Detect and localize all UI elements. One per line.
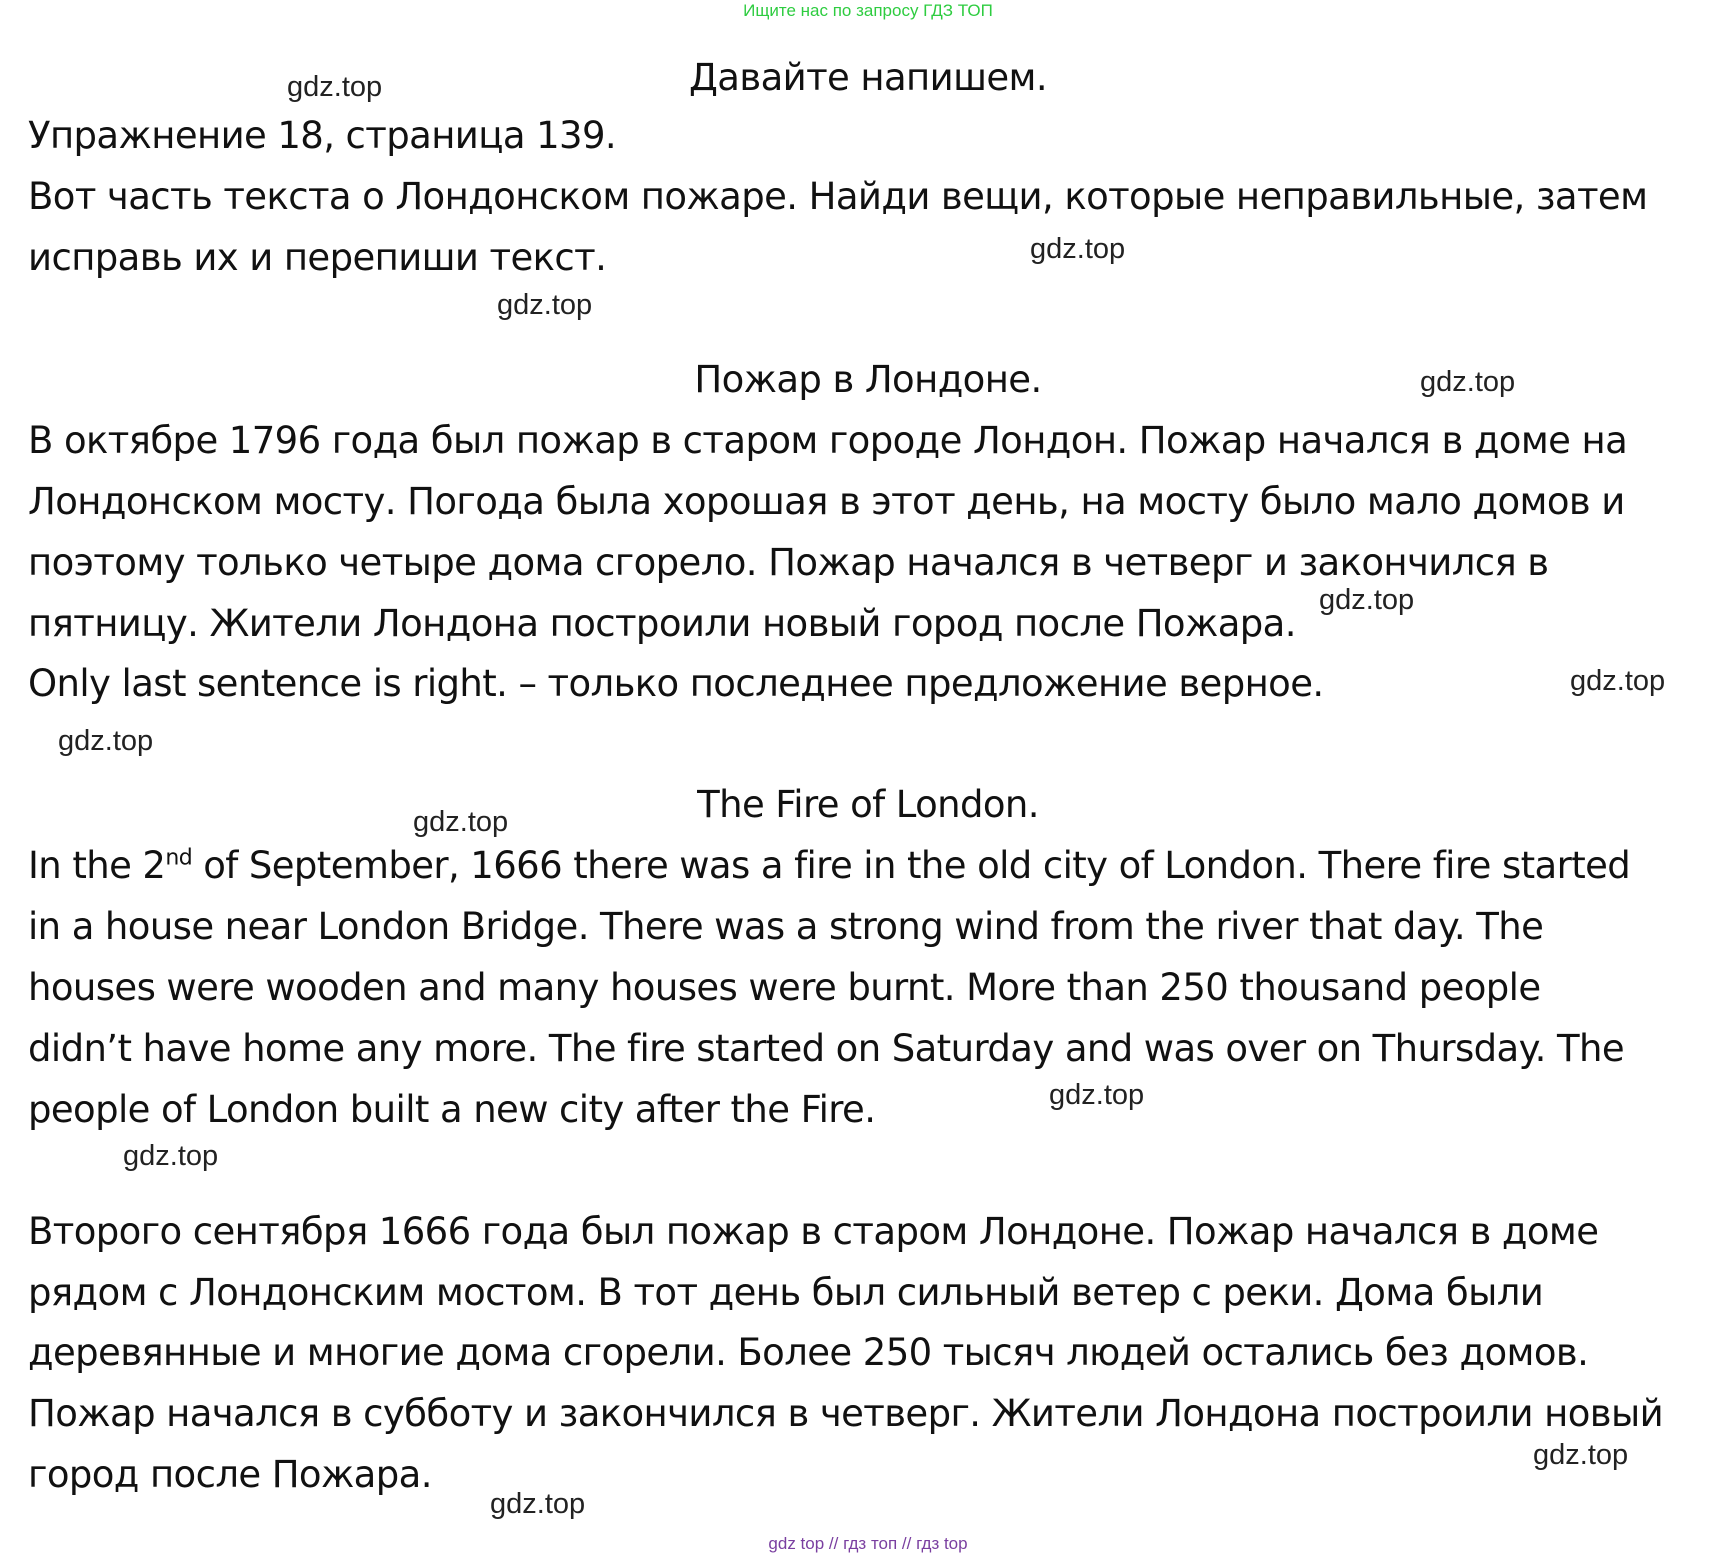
english-text-line: houses were wooden and many houses were burnt. More than 250 thousand people bbox=[28, 966, 1541, 1009]
english-line-rest: of September, 1666 there was a fire in the old city of London. There fire started bbox=[192, 844, 1631, 887]
ordinal-suffix: nd bbox=[165, 845, 193, 871]
english-line-start: In the 2 bbox=[28, 844, 166, 887]
translation-line: деревянные и многие дома сгорели. Более 250 тысяч людей остались без домов. bbox=[28, 1331, 1589, 1374]
watermark: gdz.top bbox=[1533, 1439, 1629, 1471]
page-title: Давайте напишем. bbox=[689, 56, 1047, 99]
russian-heading: Пожар в Лондоне. bbox=[694, 358, 1042, 401]
watermark: gdz.top bbox=[58, 725, 154, 757]
watermark: gdz.top bbox=[1420, 366, 1516, 398]
watermark: gdz.top bbox=[1570, 665, 1666, 697]
translation-line: Пожар начался в субботу и закончился в четверг. Жители Лондона построили новый bbox=[28, 1392, 1664, 1435]
translation-line: Второго сентября 1666 года был пожар в старом Лондоне. Пожар начался в доме bbox=[28, 1210, 1599, 1253]
top-banner: Ищите нас по запросу ГДЗ ТОП bbox=[743, 1, 993, 20]
watermark: gdz.top bbox=[413, 806, 509, 838]
english-heading: The Fire of London. bbox=[697, 783, 1039, 826]
russian-text-line: В октябре 1796 года был пожар в старом городе Лондон. Пожар начался в доме на bbox=[28, 419, 1628, 462]
translation-line: рядом с Лондонским мостом. В тот день был сильный ветер с реки. Дома были bbox=[28, 1271, 1544, 1314]
watermark: gdz.top bbox=[1049, 1079, 1145, 1111]
watermark: gdz.top bbox=[497, 289, 593, 321]
watermark: gdz.top bbox=[1030, 233, 1126, 265]
footer-links: gdz top // гдз топ // гдз top bbox=[768, 1534, 968, 1553]
instruction-line: исправь их и перепиши текст. bbox=[28, 236, 607, 279]
english-text-line bbox=[28, 844, 1630, 888]
russian-text-line: поэтому только четыре дома сгорело. Пожар начался в четверг и закончился в bbox=[28, 541, 1549, 584]
watermark: gdz.top bbox=[490, 1488, 586, 1520]
exercise-reference: Упражнение 18, страница 139. bbox=[28, 114, 617, 157]
russian-text-line: пятницу. Жители Лондона построили новый город после Пожара. bbox=[28, 602, 1296, 645]
english-text-line: didn’t have home any more. The fire started on Saturday and was over on Thursday. The bbox=[28, 1027, 1624, 1070]
translation-line: город после Пожара. bbox=[28, 1453, 432, 1496]
english-text-line: people of London built a new city after the Fire. bbox=[28, 1088, 876, 1131]
instruction-line: Вот часть текста о Лондонском пожаре. Найди вещи, которые неправильные, затем bbox=[28, 175, 1648, 218]
english-text-line: in a house near London Bridge. There was a strong wind from the river that day. The bbox=[28, 905, 1544, 948]
watermark: gdz.top bbox=[123, 1140, 219, 1172]
russian-text-line: Лондонском мосту. Погода была хорошая в этот день, на мосту было мало домов и bbox=[28, 480, 1625, 523]
watermark: gdz.top bbox=[1319, 584, 1415, 616]
watermark: gdz.top bbox=[287, 71, 383, 103]
answer-note: Only last sentence is right. – только последнее предложение верное. bbox=[28, 662, 1324, 705]
